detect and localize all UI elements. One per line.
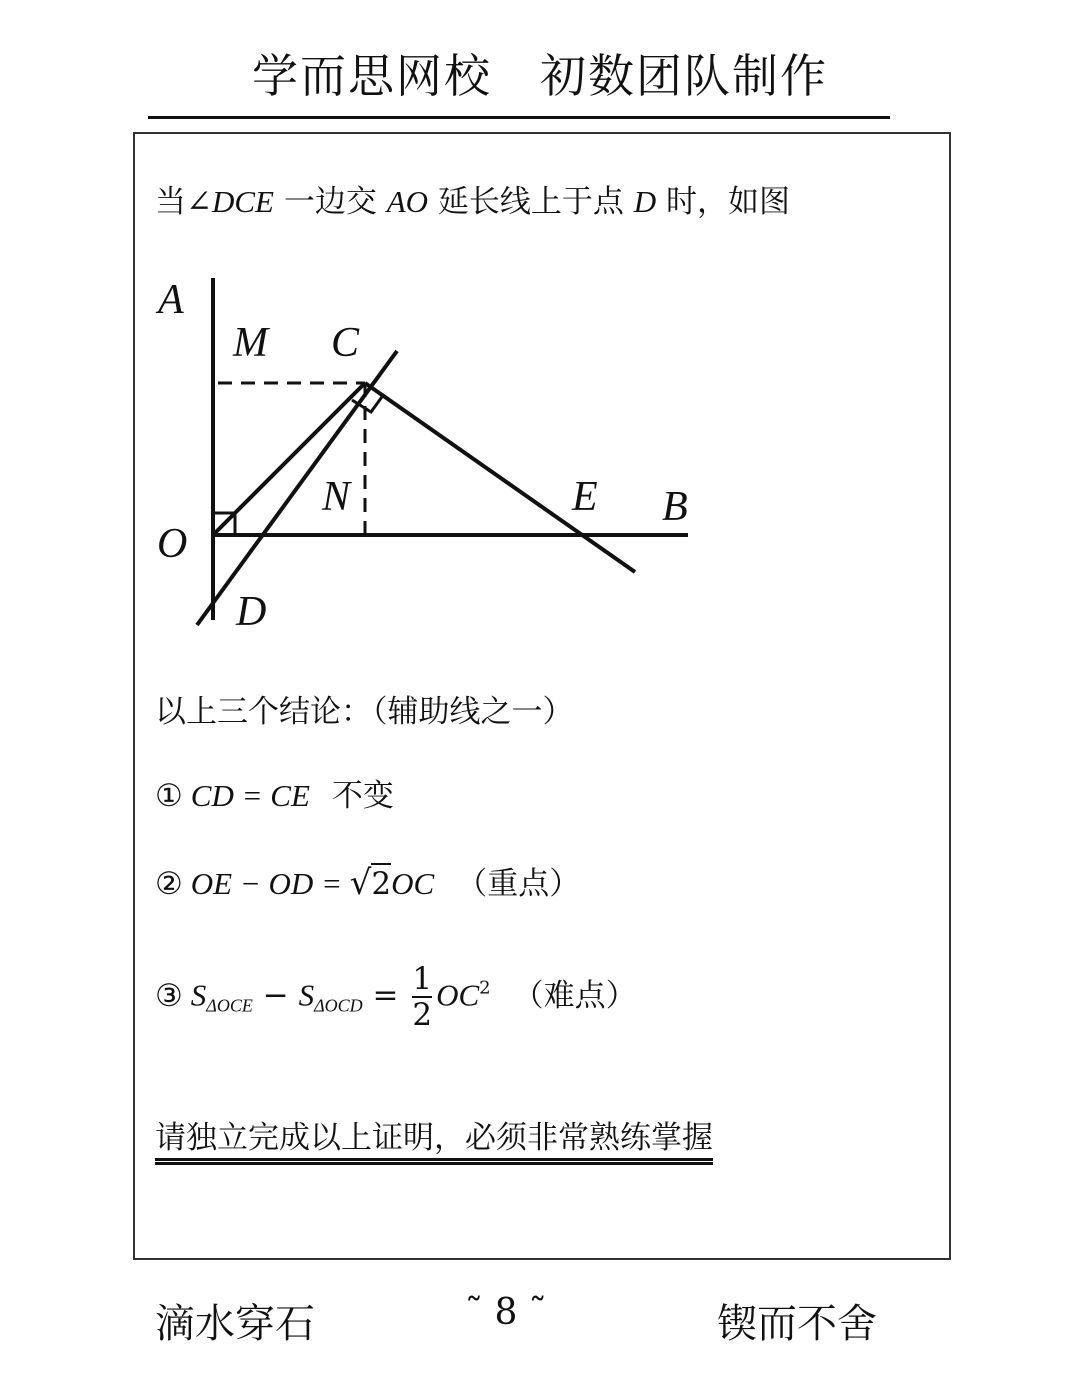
instruction-text: 请独立完成以上证明，必须非常熟练掌握	[155, 1120, 713, 1156]
intro-text: 当∠DCE 一边交 AO 延长线上于点 D 时，如图	[155, 184, 790, 220]
label-n: N	[322, 474, 351, 520]
conclusion-3: ③ $S_{\Delta OCE} - S_{\Delta OCD}$ = $\frac{1}{2}$ $OC^2$ （难点）	[155, 961, 637, 1033]
header-title: 学而思网校 初数团队制作	[252, 49, 828, 103]
conclusions-heading: 以上三个结论：（辅助线之一）	[155, 694, 574, 730]
line-dc	[197, 351, 397, 625]
label-d: D	[236, 589, 267, 635]
conclusion-2: ② OE − OD = √2OC （重点）	[155, 863, 581, 903]
page-number: ˜ 8 ˜	[465, 1292, 547, 1333]
conclusion-1: ① CD = CE 不变	[155, 778, 394, 814]
label-e: E	[572, 474, 598, 520]
label-b: B	[662, 484, 688, 530]
fraction-one-half: $\frac{1}{2}$	[412, 961, 433, 1033]
label-m: M	[233, 320, 268, 366]
label-o: O	[157, 521, 188, 567]
label-a: A	[158, 277, 184, 323]
label-c: C	[331, 320, 360, 366]
footer-left: 滴水穿石	[155, 1301, 315, 1347]
header-rule	[148, 116, 890, 119]
footer-right: 锲而不舍	[717, 1301, 877, 1347]
geometry-figure	[140, 260, 700, 640]
